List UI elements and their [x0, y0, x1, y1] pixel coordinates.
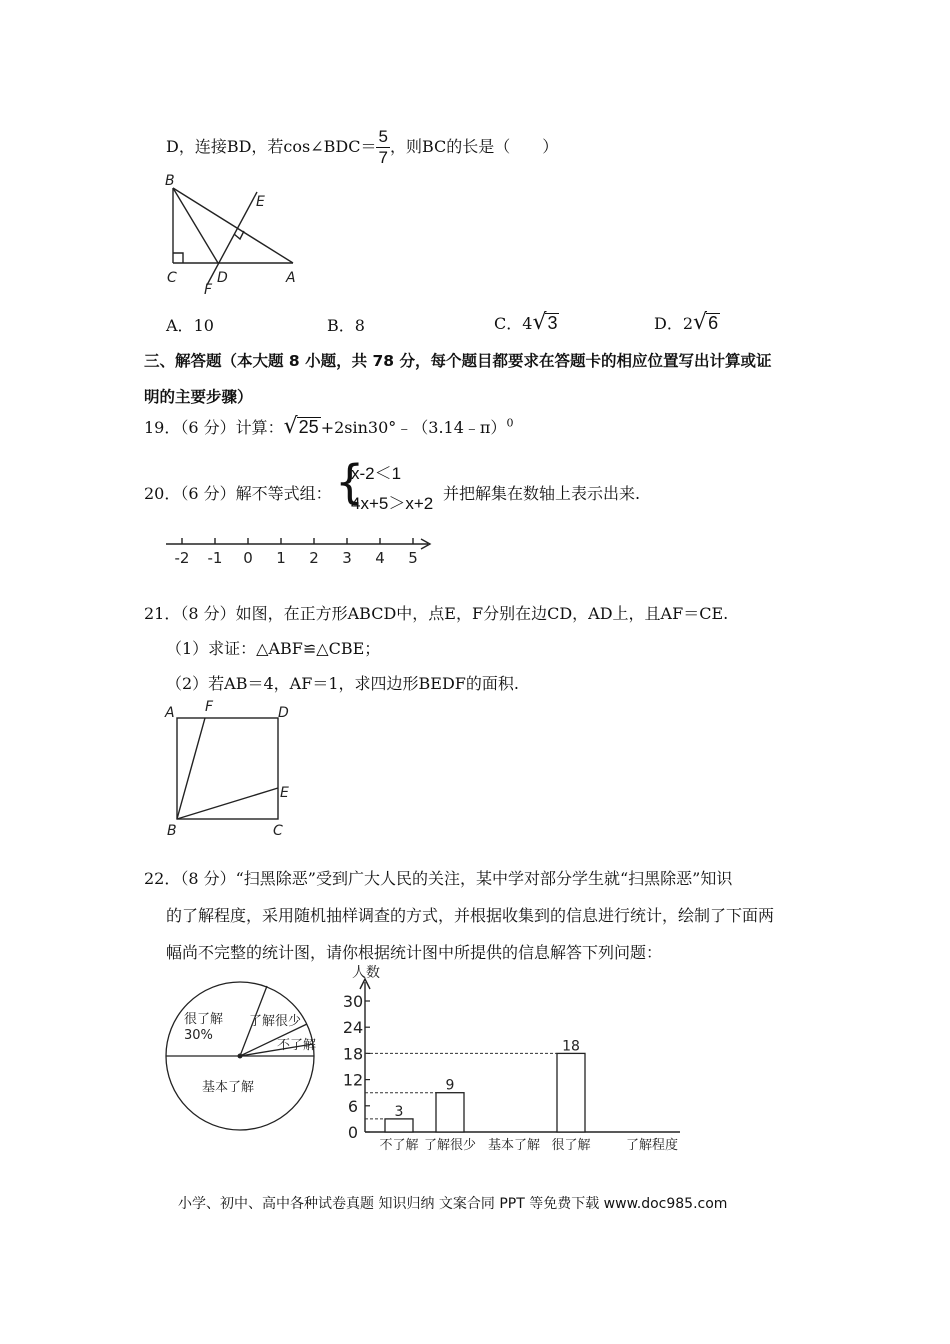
- question-22: 22．（8 分）“扫黑除恶”受到广大人民的关注，某中学对部分学生就“扫黑除恶”知识: [144, 869, 733, 888]
- number-line-tick-label: 1: [276, 549, 286, 567]
- choice-value: 8: [354, 316, 365, 335]
- choice-letter: A．: [166, 316, 194, 335]
- y-tick-label: 12: [342, 1070, 364, 1090]
- label-f: F: [204, 282, 213, 295]
- number-line-tick-label: 5: [408, 549, 418, 567]
- fraction: [376, 127, 389, 168]
- section-heading: 三、解答题（本大题 8 小题，共 78 分，每个题目都要求在答题卡的相应位置写出计算或证: [144, 352, 772, 370]
- pie-label-none: 不了解: [277, 1038, 317, 1053]
- q19-expression: +2sin30°﹣（3.14﹣π）: [320, 418, 507, 437]
- q19-exponent: 0: [506, 416, 514, 430]
- y-axis-label: 人数: [352, 965, 380, 981]
- q20-prefix: 20．（6 分）解不等式组：: [144, 484, 332, 503]
- y-tick-label: 24: [342, 1018, 364, 1038]
- square-figure-q21: [160, 696, 300, 841]
- q18-text-a: D，连接BD，若cos∠BDC＝: [166, 137, 377, 156]
- number-line-tick-label: 0: [243, 549, 253, 567]
- choice-coef: 2: [682, 314, 694, 333]
- choice-a: [166, 313, 214, 336]
- section-heading-cont: 明的主要步骤）: [144, 388, 253, 406]
- system-brace: {: [335, 455, 365, 509]
- number-line-tick-label: -2: [174, 549, 190, 567]
- label-d: D: [217, 270, 228, 286]
- question-22-cont-2: 幅尚不完整的统计图，请你根据统计图中所提供的信息解答下列问题：: [166, 943, 663, 962]
- number-line: [160, 533, 440, 573]
- q18-stem: [166, 127, 558, 168]
- inequality-1: x-2＜1: [351, 464, 402, 483]
- question-22-cont-1: 的了解程度，采用随机抽样调查的方式，并根据收集到的信息进行统计，绘制了下面两: [166, 906, 775, 925]
- label-a: A: [165, 705, 175, 721]
- number-line-tick-label: 3: [342, 549, 352, 567]
- pie-label-basic: 基本了解: [202, 1080, 255, 1095]
- y-tick-label: 18: [342, 1044, 364, 1064]
- pie-chart: [160, 978, 325, 1143]
- choice-letter: B．: [327, 316, 355, 335]
- q21-part-2: （2）若AB＝4，AF＝1，求四边形BEDF的面积.: [166, 674, 519, 693]
- label-c: C: [167, 270, 177, 286]
- x-axis-label: 了解程度: [626, 1138, 679, 1153]
- label-a: A: [286, 270, 296, 286]
- pie-label-little: 了解很少: [249, 1014, 302, 1029]
- label-e: E: [256, 194, 265, 210]
- number-line-tick-label: 4: [375, 549, 385, 567]
- bar: [385, 1119, 413, 1132]
- bar-data-label: 9: [445, 1077, 455, 1094]
- y-tick-label: 30: [342, 992, 364, 1011]
- bar-chart: [328, 964, 698, 1164]
- choice-b: [327, 313, 365, 336]
- choice-value: 10: [193, 316, 214, 335]
- fraction-denominator: 7: [378, 148, 388, 167]
- label-e: E: [280, 785, 289, 801]
- x-category-label: 不了解: [379, 1138, 419, 1153]
- label-f: F: [205, 699, 214, 715]
- q20-suffix: 并把解集在数轴上表示出来.: [443, 484, 641, 503]
- choice-c: C．4√3: [494, 310, 558, 335]
- fraction-numerator: 5: [378, 127, 388, 146]
- inequality-2: 4x+5＞x+2: [351, 494, 434, 513]
- q19-radicand: 25: [298, 417, 319, 437]
- choice-letter: D．: [654, 314, 683, 333]
- x-category-label: 很了解: [551, 1138, 591, 1153]
- number-line-tick-label: -1: [207, 549, 223, 567]
- y-tick-label: 6: [347, 1096, 359, 1116]
- x-category-label: 了解很少: [423, 1138, 477, 1153]
- question-21: 21．（8 分）如图，在正方形ABCD中，点E，F分别在边CD，AD上，且AF＝CE.: [144, 604, 729, 623]
- x-category-label: 基本了解: [487, 1138, 541, 1153]
- choice-radicand: 6: [708, 313, 719, 333]
- bar: [557, 1053, 585, 1132]
- choice-coef: 4: [522, 314, 533, 333]
- number-line-tick-label: 2: [309, 549, 319, 567]
- choice-radicand: 3: [547, 313, 558, 333]
- triangle-figure-q18: [160, 170, 310, 295]
- q18-text-b: ，则BC的长是（ ）: [389, 137, 559, 156]
- choice-letter: C．: [494, 314, 523, 333]
- question-19: 19．（6 分）计算：√25 +2sin30°﹣（3.14﹣π）$^0$: [144, 414, 514, 439]
- label-d: D: [278, 705, 289, 721]
- pie-label-percent: 30%: [184, 1028, 213, 1043]
- choice-d: D．2√6: [654, 310, 719, 335]
- bar-data-label: 3: [394, 1103, 404, 1120]
- y-tick-label: 0: [347, 1123, 359, 1142]
- label-b: B: [165, 173, 175, 189]
- page-footer: 小学、初中、高中各种试卷真题 知识归纳 文案合同 PPT 等免费下载 www.doc985.com: [178, 1196, 728, 1212]
- bar-data-label: 18: [562, 1038, 580, 1055]
- label-b: B: [167, 823, 177, 839]
- q21-part-1: （1）求证：△ABF≌△CBE；: [166, 639, 381, 658]
- pie-label-very-well: 很了解: [184, 1012, 224, 1027]
- label-c: C: [273, 823, 283, 839]
- bar: [436, 1093, 464, 1132]
- q19-prefix: 19．（6 分）计算：: [144, 418, 284, 437]
